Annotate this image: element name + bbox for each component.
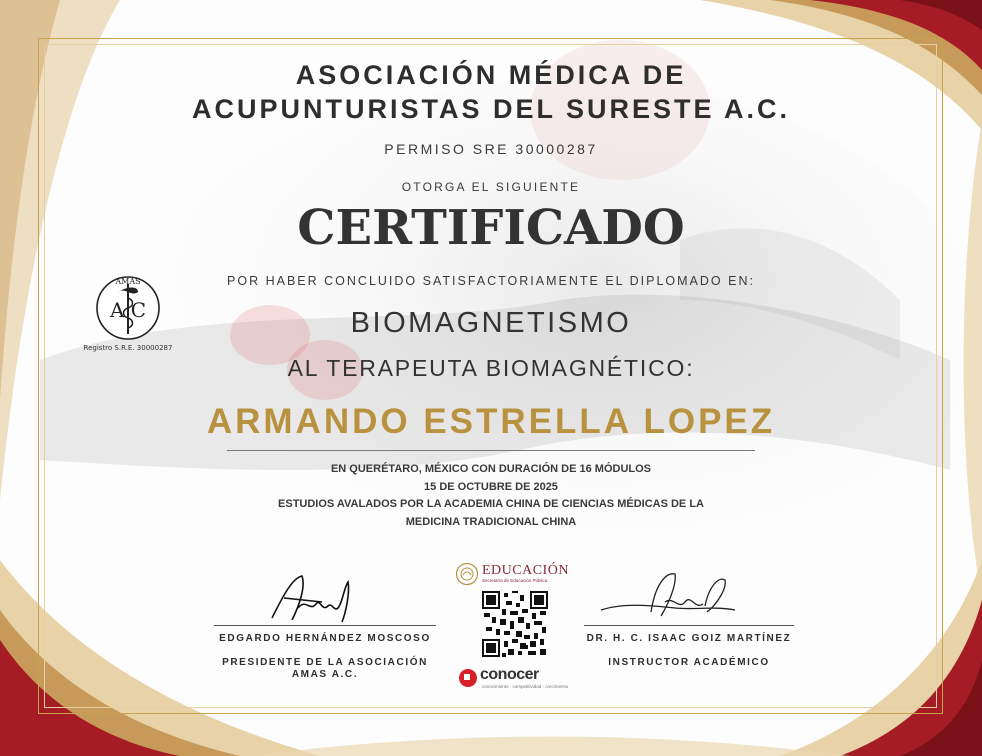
permit-number: PERMISO SRE 30000287 [384,141,598,157]
left-signatory-name: EDGARDO HERNÁNDEZ MOSCOSO [219,633,431,644]
logo-letters: A C [109,298,147,322]
logo-registry: Registro S.R.E. 30000287 [83,344,173,352]
left-signatory-role [204,657,446,681]
organization-line-1: ASOCIACIÓN MÉDICA DE [295,60,687,90]
grants-text: OTORGA EL SIGUIENTE [401,180,581,194]
right-signature-line [584,625,794,626]
organization-name [0,58,982,126]
conocer-sublabel: conocimiento · competitividad · crecimiento [482,684,569,689]
left-signature [262,568,362,628]
conocer-label: conocer [480,666,539,683]
education-seal-icon [455,562,479,586]
education-label: EDUCACIÓN [482,563,569,578]
details-line-3: ESTUDIOS AVALADOS POR LA ACADEMIA CHINA DE CIENCIAS MÉDICAS DE LA [278,498,704,510]
recipient-name: ARMANDO ESTRELLA LOPEZ [206,402,776,441]
certificate-details [0,461,982,531]
certificate-title: CERTIFICADO [297,200,685,256]
left-signature-line [214,625,436,626]
qr-code [482,591,548,657]
completion-reason: POR HABER CONCLUIDO SATISFACTORIAMENTE EL DIPLOMADO EN: [227,274,755,288]
conocer-logo-icon [458,668,478,688]
logo-top-text: AMAS [115,277,141,286]
details-line-2: 15 DE OCTUBRE DE 2025 [424,480,558,493]
organization-line-2: ACUPUNTURISTAS DEL SURESTE A.C. [191,94,791,124]
right-signature [595,566,745,626]
right-signatory-role: INSTRUCTOR ACADÉMICO [608,657,770,668]
education-sublabel: Secretaría de Educación Pública [482,578,548,583]
left-role-line-1: PRESIDENTE DE LA ASOCIACIÓN [222,657,428,668]
details-line-1: EN QUERÉTARO, MÉXICO CON DURACIÓN DE 16 MÓDULOS [330,463,652,475]
course-name: BIOMAGNETISMO [350,307,632,339]
details-line-4: MEDICINA TRADICIONAL CHINA [405,515,577,528]
right-signatory-name: DR. H. C. ISAAC GOIZ MARTÍNEZ [586,633,792,644]
left-role-line-2: AMAS A.C. [291,669,359,680]
recipient-prefix: AL TERAPEUTA BIOMAGNÉTICO: [287,355,695,381]
recipient-name-underline [227,450,755,451]
